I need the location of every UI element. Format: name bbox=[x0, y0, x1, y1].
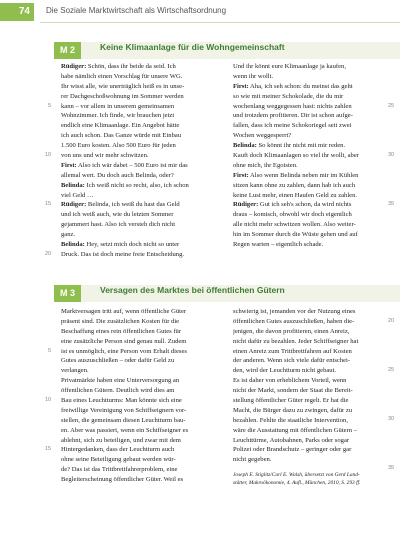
section-m2-heading bbox=[54, 42, 400, 59]
m3-right-column bbox=[233, 307, 395, 465]
text-line: ohne mich, ihr Egoisten. bbox=[233, 161, 298, 169]
speaker-name: Belinda: bbox=[233, 142, 257, 150]
line-number: 5 bbox=[48, 348, 52, 354]
text-line: wenn ihr wollt. bbox=[233, 72, 274, 80]
text-line: ganz. bbox=[61, 231, 76, 239]
speaker-name: Belinda: bbox=[61, 181, 85, 189]
text-line: habe nämlich einen Vorschlag für unsere WG. bbox=[61, 72, 183, 80]
m2-right-column bbox=[233, 62, 395, 250]
chapter-title: Die Soziale Marktwirtschaft als Wirtschaftsordnung bbox=[46, 6, 227, 15]
text-line: Rüdiger: Belinda, ich weiß du hast das Geld bbox=[61, 201, 180, 209]
line-number: 10 bbox=[45, 152, 52, 158]
text-line: von uns und wir mehr schwitzen. bbox=[61, 152, 149, 160]
header-rule bbox=[40, 22, 400, 23]
text-line: freiwillige Vereinigung von Schiffseignern vor- bbox=[61, 406, 187, 414]
text-line: First: Aha, ich seh schon: du meinst das geht bbox=[233, 82, 353, 90]
text-line: Privatmärkte haben eine Unterversorgung an bbox=[61, 377, 180, 385]
text-line: nicht der Markt, sondern der Staat die Bereit- bbox=[233, 387, 353, 395]
text-line: Begleiterscheinung öffentlicher Güter. Weil es bbox=[61, 476, 184, 484]
line-number: 30 bbox=[388, 416, 395, 422]
text-line: Leuchttürme, Autobahnen, Parks oder sogar bbox=[233, 436, 350, 444]
text-line: rer Dachgeschoßwohnung im Sommer werden bbox=[61, 92, 184, 100]
line-number: 15 bbox=[45, 446, 52, 452]
text-line: Beschaffung eines rein öffentlichen Gutes für bbox=[61, 327, 182, 335]
text-line: wäre die Ausstattung mit öffentlichen Gütern – bbox=[233, 426, 358, 434]
running-header bbox=[0, 0, 400, 24]
text-line: der anderen. Wenn sich viele dafür entschei- bbox=[233, 357, 351, 365]
text-line: First: Also ich wär dabei – 500 Euro ist mir das bbox=[61, 161, 188, 169]
text-line: Belinda: So könnt ihr nicht mit mir reden. bbox=[233, 142, 346, 150]
text-line: allemal wert. Du doch auch Belinda, oder? bbox=[61, 171, 174, 179]
text-line: Gutes auszuschließen – oder dafür Geld zu bbox=[61, 357, 175, 365]
m3-left-column bbox=[61, 307, 223, 485]
text-line: First: Also wenn Belinda neben mir im Kühlen bbox=[233, 171, 359, 179]
line-number: 25 bbox=[388, 367, 395, 373]
text-line: Rüdiger: Gut ich seh's schon, da wird nichts bbox=[233, 201, 352, 209]
text-line: alle nicht mehr schwitzen wollen. Also weiter- bbox=[233, 221, 356, 229]
section-m3-tag: M 3 bbox=[54, 285, 81, 302]
text-line: viel Geld … bbox=[61, 191, 94, 199]
source-line: Joseph E. Stiglitz/Carl E. Walsh, übersetzt von Gerd Land- bbox=[233, 472, 360, 478]
speaker-name: First: bbox=[233, 82, 249, 90]
text-line: Druck. Das ist doch meine freie Entscheidung. bbox=[61, 250, 185, 258]
text-line: präsent sind. Die zusätzlichen Kosten für die bbox=[61, 317, 180, 325]
text-line: Belinda: Ich weiß nicht so recht, also, ich schon bbox=[61, 181, 189, 189]
text-line: nicht gegeben. bbox=[233, 456, 272, 464]
text-line: Marktversagen tritt auf, wenn öffentliche Güter bbox=[61, 308, 187, 315]
text-line: so wie mit meiner Schokolade, die du mir bbox=[233, 92, 344, 100]
text-line: den, wird der Leuchtturm nicht gebaut. bbox=[233, 367, 337, 375]
line-number: 35 bbox=[388, 201, 395, 207]
text-line: Und ihr könnt eure Klimaanlage ja kaufen, bbox=[233, 63, 346, 70]
text-line: ablehnt, sich zu beteiligen, und zwar mit dem bbox=[61, 436, 181, 444]
text-line: öffentlichen Gütern. Deutlich wird dies am bbox=[61, 387, 175, 395]
section-m3-title: Versagen des Marktes bei öffentlichen Gütern bbox=[100, 285, 285, 295]
speaker-name: Rüdiger: bbox=[233, 201, 259, 209]
text-line: Wochen weggesperrt? bbox=[233, 132, 292, 140]
text-line: Rüdiger: Schön, dass ihr beide da seid. Ich bbox=[61, 63, 176, 70]
text-line: draus – komisch, obwohl wir doch eigentlich bbox=[233, 211, 352, 219]
text-line: kann – vor allem in unserem gemeinsamen bbox=[61, 102, 175, 110]
speaker-name: Rüdiger: bbox=[61, 201, 87, 209]
page-number: 74 bbox=[0, 3, 34, 21]
section-m2-title: Keine Klimaanlage für die Wohngemeinschaft bbox=[100, 42, 285, 52]
text-line: hin im Sommer durch die Wüste gehen und auf bbox=[233, 231, 358, 239]
text-line: Macht, die Bürger dazu zu zwingen, dafür zu bbox=[233, 406, 353, 414]
line-number: 20 bbox=[45, 251, 52, 257]
source-line: stätter, Makroökonomie, 4. Aufl., München, 2010, S. 293 ff. bbox=[233, 479, 361, 486]
text-line: Ihr wisst alle, wie unerträglich heiß es in unse- bbox=[61, 82, 185, 90]
text-line: sitzen kann ohne zu zahlen, dann hab ich auch bbox=[233, 181, 356, 189]
text-line: Wohnzimmer. Ich finde, wir brauchen jetzt bbox=[61, 112, 175, 120]
text-line: Kauft doch Klimaanlagen so viel ihr wollt, aber bbox=[233, 152, 359, 160]
m2-left-column bbox=[61, 62, 223, 260]
text-line: wochenlang weggegessen hast: nichts zahlen bbox=[233, 102, 352, 110]
text-line: und trotzdem profitieren. Dir ist schon aufge- bbox=[233, 112, 353, 120]
text-line: 1.500 Euro kosten. Also 500 Euro für jeden bbox=[61, 142, 176, 150]
text-line: und ich weiß auch, wie du letzten Sommer bbox=[61, 211, 174, 219]
text-line: Polizei oder Brandschutz – geringer oder gar bbox=[233, 446, 352, 454]
text-line: jenigen, die davon profitieren, einen Anreiz, bbox=[233, 327, 350, 335]
text-line: Es ist daher von erheblichem Vorteil, wenn bbox=[233, 377, 347, 385]
text-line: en. Aber was passiert, wenn ein Schiffseigner es bbox=[61, 426, 189, 434]
text-line: endlich eine Klimaanlage. Ein Angebot hätte bbox=[61, 122, 180, 130]
section-m3-heading bbox=[54, 285, 400, 302]
text-line: öffentlichen Gutes auszuschließen, haben die- bbox=[233, 317, 355, 325]
text-line: Hintergedanken, dass der Leuchtturm auch bbox=[61, 446, 175, 454]
text-line: verlangen. bbox=[61, 367, 89, 375]
source-citation bbox=[233, 472, 360, 487]
line-number: 35 bbox=[388, 465, 395, 471]
text-line: ist es unmöglich, eine Person vom Erhalt dieses bbox=[61, 347, 187, 355]
text-line: stellung öffentlicher Güter regelt. Er hat die bbox=[233, 397, 349, 405]
line-number: 5 bbox=[48, 103, 52, 109]
speaker-name: First: bbox=[233, 171, 249, 179]
speaker-name: Belinda: bbox=[61, 241, 85, 249]
text-line: de? Das ist das Trittbrettfahrerproblem, eine bbox=[61, 466, 178, 474]
line-number: 25 bbox=[388, 103, 395, 109]
line-number: 15 bbox=[45, 201, 52, 207]
line-number: 20 bbox=[388, 318, 395, 324]
text-line: Bau eines Leuchtturms: Man könnte sich eine bbox=[61, 397, 182, 405]
text-line: bezahlen. Fehlte die staatliche Intervention, bbox=[233, 416, 348, 424]
text-line: eine zusätzliche Person sind genau null. Zudem bbox=[61, 337, 187, 345]
speaker-name: First: bbox=[61, 161, 77, 169]
text-line: fallen, dass ich meine Schokoriegel seit zwei bbox=[233, 122, 352, 130]
section-m2-tag: M 2 bbox=[54, 42, 81, 59]
text-line: einen Anreiz zum Trittbrettfahren auf Kosten bbox=[233, 347, 352, 355]
text-line: keine Lust mehr, einen Haufen Geld zu zahlen. bbox=[233, 191, 358, 199]
text-line: ich auch schon. Das Ganze würde mit Einbau bbox=[61, 132, 182, 140]
text-line: Belinda: Hey, setzt mich doch nicht so unter bbox=[61, 241, 180, 249]
text-line: nicht dafür zu bezahlen. Jeder Schiffseigner hat bbox=[233, 337, 359, 345]
text-line: Regen warten – eigentlich schade. bbox=[233, 241, 324, 249]
text-line: gejammert hast. Also ich versteh dich nicht bbox=[61, 221, 176, 229]
text-line: schwierig ist, jemanden vor der Nutzung eines bbox=[233, 308, 356, 315]
text-line: stellen, die gemeinsam diesen Leuchtturm bau- bbox=[61, 416, 186, 424]
line-number: 30 bbox=[388, 152, 395, 158]
line-number: 10 bbox=[45, 397, 52, 403]
speaker-name: Rüdiger: bbox=[61, 63, 87, 70]
text-line: ohne seine Beteiligung gebaut werden wür- bbox=[61, 456, 176, 464]
